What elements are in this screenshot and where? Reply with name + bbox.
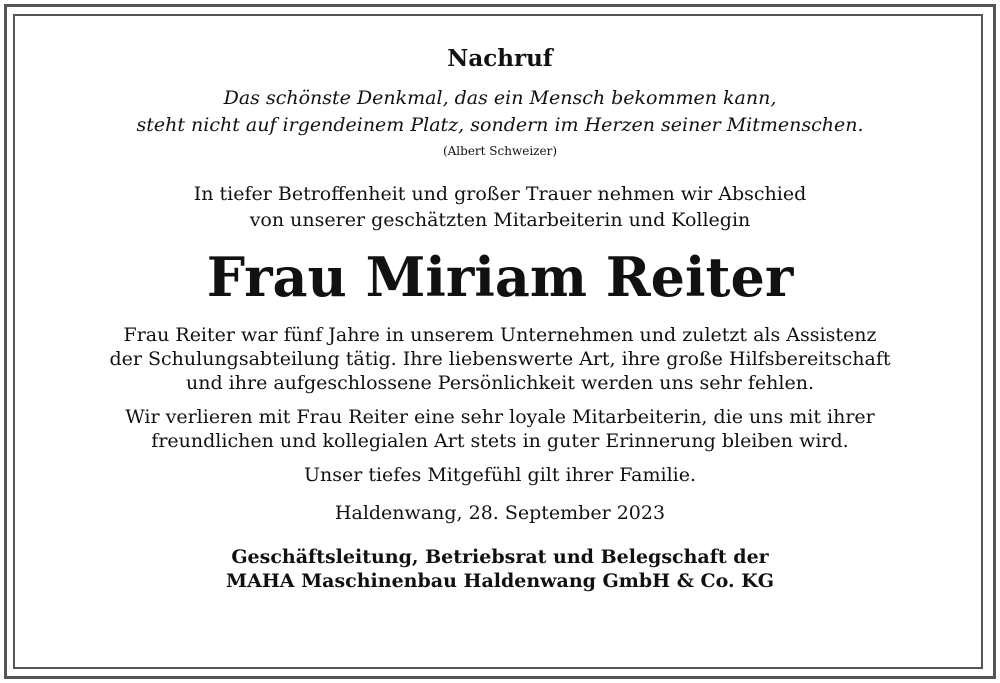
paragraph-line: der Schulungsabteilung tätig. Ihre liebenswerte Art, ihre große Hilfsbereitschaft <box>109 348 891 370</box>
signature-line: Geschäftsleitung, Betriebsrat und Belegschaft der <box>231 546 769 568</box>
paragraph-line: freundlichen und kollegialen Art stets in guter Erinnerung bleiben wird. <box>151 430 849 452</box>
place-date: Haldenwang, 28. September 2023 <box>334 502 666 524</box>
intro-text <box>20 181 980 233</box>
intro-line: In tiefer Betroffenheit und großer Trauer nehmen wir Abschied <box>193 183 807 205</box>
obituary-notice <box>20 20 980 593</box>
paragraph-tribute <box>20 405 980 453</box>
quote-line: steht nicht auf irgendeinem Platz, sondern im Herzen seiner Mitmenschen. <box>136 114 864 136</box>
quote-author: (Albert Schweizer) <box>442 144 558 158</box>
paragraph-career <box>20 323 980 395</box>
paragraph-line: Frau Reiter war fünf Jahre in unserem Unternehmen und zuletzt als Assistenz <box>123 324 877 346</box>
deceased-name: Frau Miriam Reiter <box>206 245 794 309</box>
paragraph-condolence: Unser tiefes Mitgefühl gilt ihrer Familie. <box>303 464 697 486</box>
intro-line: von unserer geschätzten Mitarbeiterin und Kollegin <box>249 209 751 231</box>
signature-block <box>20 545 980 593</box>
signature-line: MAHA Maschinenbau Haldenwang GmbH & Co. KG <box>226 570 774 592</box>
quote-line: Das schönste Denkmal, das ein Mensch bekommen kann, <box>223 87 777 109</box>
paragraph-line: und ihre aufgeschlossene Persönlichkeit werden uns sehr fehlen. <box>186 372 814 394</box>
paragraph-line: Wir verlieren mit Frau Reiter eine sehr loyale Mitarbeiterin, die uns mit ihrer <box>125 406 875 428</box>
quote-block <box>20 85 980 139</box>
notice-heading: Nachruf <box>447 45 553 72</box>
